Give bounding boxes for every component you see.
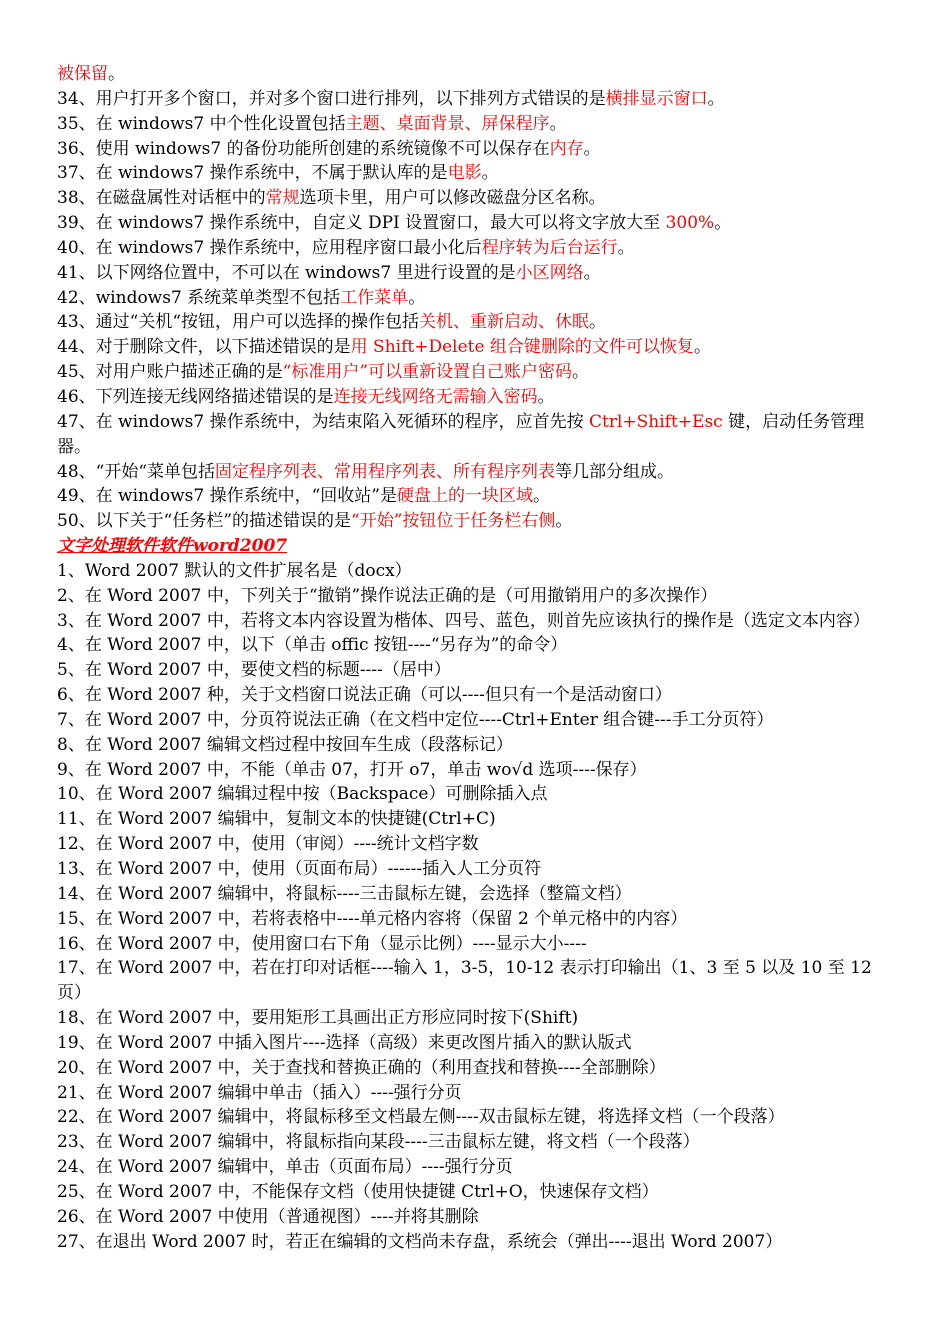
answer-highlight: 工作菜单 xyxy=(340,287,409,308)
question-text: 。 xyxy=(572,362,590,383)
answer-highlight: 连接无线网络无需输入密码 xyxy=(333,386,538,407)
question-text: 。 xyxy=(481,163,499,184)
question-text: 。 xyxy=(108,64,125,84)
list-item: 25、在 Word 2007 中，不能保存文档（使用快捷键 Ctrl+O，快速保存文档） xyxy=(57,1181,659,1202)
answer-line xyxy=(57,385,897,410)
answer-highlight: 程序转为后台运行 xyxy=(481,237,618,258)
question-text: 。 xyxy=(714,213,732,234)
answer-highlight: 主题、桌面背景、屏保程序 xyxy=(345,113,550,134)
question-text: 35、在 windows7 中个性化设置包括 xyxy=(57,113,346,134)
list-item: 15、在 Word 2007 中，若将表格中----单元格内容将（保留 2 个单元格中的内容） xyxy=(57,908,688,929)
list-item: 19、在 Word 2007 中插入图片----选择（高级）来更改图片插入的默认版式 xyxy=(57,1032,632,1053)
answer-line xyxy=(57,310,897,335)
list-item: 2、在 Word 2007 中，下列关于“撤销”操作说法正确的是（可用撤销用户的多次操作） xyxy=(57,585,718,606)
answer-highlight: 300% xyxy=(665,213,715,234)
question-text: 37、在 windows7 操作系统中，不属于默认库的是 xyxy=(57,163,448,184)
answer-line xyxy=(57,161,897,186)
answer-line xyxy=(57,112,897,137)
list-item: 21、在 Word 2007 编辑中单击（插入）----强行分页 xyxy=(57,1082,462,1103)
answer-line xyxy=(57,62,897,87)
question-text: 。 xyxy=(583,262,601,283)
list-item: 1、Word 2007 默认的文件扩展名是（docx） xyxy=(57,560,412,581)
question-text: 45、对用户账户描述正确的是 xyxy=(57,362,283,383)
word2007-question-list xyxy=(57,559,897,1255)
question-text: 40、在 windows7 操作系统中，应用程序窗口最小化后 xyxy=(57,237,482,258)
answer-line xyxy=(57,410,897,460)
answer-line xyxy=(57,186,897,211)
section-heading-word2007: 文字处理软件软件word2007 xyxy=(57,536,288,557)
question-text: 47、在 windows7 操作系统中，为结束陷入死循环的程序，应首先按 xyxy=(57,411,589,432)
list-item: 16、在 Word 2007 中，使用窗口右下角（显示比例）----显示大小---- xyxy=(57,933,587,954)
question-text: 键，启动任务管理器。 xyxy=(57,411,865,457)
answer-highlight: “标准用户”可以重新设置自己账户密码 xyxy=(282,362,573,383)
windows7-answer-list xyxy=(57,62,897,534)
question-text: 。 xyxy=(707,88,725,109)
list-item: 12、在 Word 2007 中，使用（审阅）----统计文档字数 xyxy=(57,834,479,855)
question-text: 。 xyxy=(617,237,635,258)
answer-highlight: 常规 xyxy=(265,188,300,209)
answer-line xyxy=(57,335,897,360)
list-item: 11、在 Word 2007 编辑中，复制文本的快捷键(Ctrl+C) xyxy=(57,809,496,830)
list-item: 8、在 Word 2007 编辑文档过程中按回车生成（段落标记） xyxy=(57,734,513,755)
question-text: 。 xyxy=(583,138,601,159)
answer-highlight: 固定程序列表、常用程序列表、所有程序列表 xyxy=(215,461,556,482)
list-item: 18、在 Word 2007 中，要用矩形工具画出正方形应同时按下(Shift) xyxy=(57,1008,579,1029)
list-item: 13、在 Word 2007 中，使用（页面布局）------插入人工分页符 xyxy=(57,859,542,879)
list-item: 4、在 Word 2007 中，以下（单击 offic 按钮----“另存为”的命令） xyxy=(57,635,568,656)
answer-highlight: 用 Shift+Delete 组合键删除的文件可以恢复 xyxy=(350,337,694,358)
list-item: 22、在 Word 2007 编辑中，将鼠标移至文档最左侧----双击鼠标左键，将选择文档（一个段落） xyxy=(57,1107,785,1128)
question-text: 42、windows7 系统菜单类型不包括 xyxy=(57,287,341,308)
question-text: 48、“开始“菜单包括 xyxy=(57,461,216,482)
question-text: 。 xyxy=(532,486,550,507)
list-item: 17、在 Word 2007 中，若在打印对话框----输入 1，3-5，10-12 表示打印输出（1、3 至 5 以及 10 至 12 页） xyxy=(57,958,872,1004)
list-item: 9、在 Word 2007 中，不能（单击 07，打开 o7，单击 wo√d 选项----保存） xyxy=(57,759,647,780)
list-item: 27、在退出 Word 2007 时，若正在编辑的文档尚未存盘，系统会（弹出----退出 Word 2007） xyxy=(57,1231,783,1252)
question-text: 46、下列连接无线网络描述错误的是 xyxy=(57,386,334,407)
question-text: 41、以下网络位置中，不可以在 windows7 里进行设置的是 xyxy=(57,262,516,283)
list-item: 14、在 Word 2007 编辑中，将鼠标----三击鼠标左键，会选择（整篇文档） xyxy=(57,883,632,904)
answer-line xyxy=(57,484,897,509)
answer-highlight: 硬盘上的一块区域 xyxy=(396,486,533,507)
list-item: 6、在 Word 2007 种，关于文档窗口说法正确（可以----但只有一个是活动窗口） xyxy=(57,685,672,706)
answer-highlight: 内存 xyxy=(549,138,584,159)
answer-highlight: “开始”按钮位于任务栏右侧 xyxy=(351,511,556,532)
question-text: 34、用户打开多个窗口，并对多个窗口进行排列，以下排列方式错误的是 xyxy=(57,88,606,109)
question-text: 44、对于删除文件，以下描述错误的是 xyxy=(57,337,351,358)
answer-line xyxy=(57,211,897,236)
list-item: 3、在 Word 2007 中，若将文本内容设置为楷体、四号、蓝色，则首先应该执行的操作是（选定文本内容） xyxy=(57,610,870,631)
question-text: 选项卡里，用户可以修改磁盘分区名称。 xyxy=(299,188,606,209)
answer-highlight: 关机、重新启动、休眠 xyxy=(419,312,590,333)
question-text: 49、在 windows7 操作系统中，“回收站”是 xyxy=(57,486,397,507)
question-text: 43、通过“关机“按钮，用户可以选择的操作包括 xyxy=(57,312,420,333)
question-text: 。 xyxy=(549,113,567,134)
answer-highlight: 被保留 xyxy=(57,64,108,84)
answer-line xyxy=(57,286,897,311)
answer-line xyxy=(57,137,897,162)
answer-line xyxy=(57,261,897,286)
question-text: 。 xyxy=(589,312,607,333)
question-text: 36、使用 windows7 的备份功能所创建的系统镜像不可以保存在 xyxy=(57,138,550,159)
question-text: 等几部分组成。 xyxy=(555,461,675,482)
answer-highlight: Ctrl+Shift+Esc xyxy=(589,411,723,432)
question-text: 。 xyxy=(693,337,711,358)
question-text: 。 xyxy=(537,386,555,407)
list-item: 7、在 Word 2007 中，分页符说法正确（在文档中定位----Ctrl+Enter 组合键---手工分页符） xyxy=(57,709,774,730)
question-text: 38、在磁盘属性对话框中的 xyxy=(57,188,266,209)
list-item: 24、在 Word 2007 编辑中，单击（页面布局）----强行分页 xyxy=(57,1157,513,1178)
answer-highlight: 电影 xyxy=(447,163,482,184)
question-text: 39、在 windows7 操作系统中，自定义 DPI 设置窗口，最大可以将文字放大至 xyxy=(57,213,666,234)
answer-line xyxy=(57,460,897,485)
list-item: 20、在 Word 2007 中，关于查找和替换正确的（利用查找和替换----全部删除） xyxy=(57,1057,666,1078)
list-item: 26、在 Word 2007 中使用（普通视图）----并将其删除 xyxy=(57,1206,479,1227)
answer-highlight: 小区网络 xyxy=(515,262,584,283)
question-text: 。 xyxy=(555,511,573,532)
answer-highlight: 横排显示窗口 xyxy=(605,88,708,109)
answer-line xyxy=(57,87,897,112)
list-item: 23、在 Word 2007 编辑中，将鼠标指向某段----三击鼠标左键，将文档（一个段落） xyxy=(57,1132,700,1153)
question-text: 。 xyxy=(408,287,426,308)
answer-line xyxy=(57,360,897,385)
answer-line xyxy=(57,236,897,261)
question-text: 50、以下关于“任务栏”的描述错误的是 xyxy=(57,511,352,532)
list-item: 10、在 Word 2007 编辑过程中按（Backspace）可删除插入点 xyxy=(57,784,548,805)
document-page xyxy=(57,62,897,1255)
answer-line xyxy=(57,509,897,534)
list-item: 5、在 Word 2007 中，要使文档的标题----（居中） xyxy=(57,660,451,681)
